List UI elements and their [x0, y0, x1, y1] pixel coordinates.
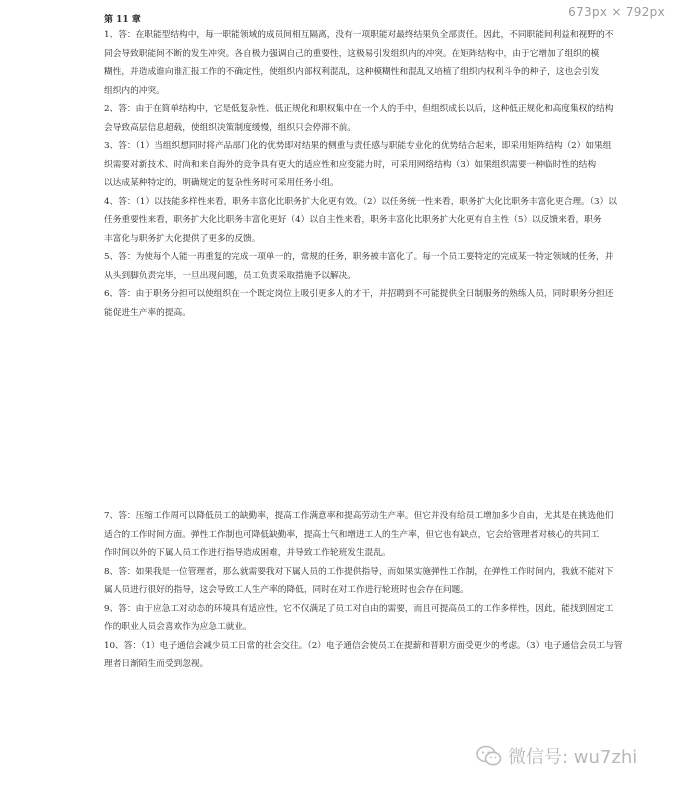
text-line: 适合的工作时间方面。弹性工作制也可降低缺勤率，提高士气和增进工人的生产率，但它也有缺点，它会给管理者对核心的共同工 [104, 529, 600, 540]
answers-block-2 [104, 510, 623, 677]
text-line: 能促进生产率的提高。 [104, 307, 191, 318]
text-line: 3、答：（1）当组织想同时将产品部门化的优势即对结果的侧重与责任感与职能专业化的优势结合起来，即采用矩阵结构（2）如果组 [104, 141, 612, 151]
text-line: 2、答：由于在简单结构中，它是低复杂性、低正规化和职权集中在一个人的手中，但组织成长以后，这种低正规化和高度集权的结构 [104, 104, 614, 114]
text-line: 织需要对新技术、时尚和来自海外的竞争具有更大的适应性和应变能力时，可采用网络结构（3）如果组织需要一种临时性的结构 [104, 159, 597, 170]
text-line: 理者日渐陌生而受到忽视。 [104, 659, 209, 669]
text-line: 丰富化与职务扩大化提供了更多的反馈。 [104, 233, 261, 244]
text-line: 从头到脚负责完毕，一旦出现问题，员工负责采取措施予以解决。 [104, 270, 356, 281]
text-line: 组织内的冲突。 [104, 85, 165, 96]
chapter-heading: 第 11 章 [104, 15, 141, 25]
wechat-watermark [476, 741, 637, 771]
text-line: 会导致高层信息超载，使组织决策制度缓慢，组织只会停滞不前。 [104, 122, 356, 133]
text-line: 以达成某种特定的，明确规定的复杂性务时可采用任务小组。 [104, 178, 339, 188]
text-line: 属人员进行很好的指导，这会导致工人生产率的降低，同时在对工作进行轮班时也会存在问题。 [104, 585, 469, 595]
wechat-icon [476, 745, 502, 767]
text-line: 4、答：（1）以技能多样性来看，职务丰富化比职务扩大化更有效。（2）以任务统一性来看，职务扩大化比职务丰富化更合理。（3）以 [104, 196, 617, 207]
text-line: 6、答：由于职务分担可以使组织在一个既定岗位上吸引更多人的才干，并招聘到不可能提供全日制服务的熟练人员，同时职务分担还 [104, 289, 614, 299]
watermark-text: 微信号: wu7zhi [508, 747, 638, 768]
text-line: 作时间以外的下属人员工作进行指导造成困难，并导致工作轮班发生混乱。 [104, 548, 391, 558]
text-line: 1、答：在职能型结构中，每一职能领域的成员间相互隔离，没有一项职能对最终结果负全部责任。因此，不同职能间利益和视野的不 [104, 30, 614, 40]
answers-block-1 [104, 29, 617, 325]
text-line: 7、答：压缩工作周可以降低员工的缺勤率，提高工作满意率和提高劳动生产率。但它并没有给员工增加多少自由，尤其是在挑选他们 [104, 511, 614, 521]
text-line: 同会导致职能间不断的发生冲突。各自极力强调自己的重要性，这极易引发组织内的冲突。在矩阵结构中，由于它增加了组织的模 [104, 48, 600, 59]
text-line: 5、答：为使每个人能一再重复的完成一项单一的，常规的任务，职务被丰富化了。每一个员工要特定的完成某一特定领域的任务，并 [104, 252, 614, 262]
image-dimensions-label: 673px × 792px [568, 5, 665, 19]
text-line: 9、答：由于应急工对动态的环境具有适应性，它不仅满足了员工对自由的需要，而且可提高员工的工作多样性，因此，能找到固定工 [104, 603, 614, 614]
text-line: 8、答：如果我是一位管理者，那么就需要我对下属人员的工作提供指导，而如果实施弹性工作制，在弹性工作时间内，我就不能对下 [104, 566, 614, 577]
text-line: 10、答：（1）电子通信会减少员工日常的社会交往。（2）电子通信会使员工在提薪和晋职方面受更少的考虑。（3）电子通信会员工与管 [104, 640, 623, 651]
text-line: 作的职业人员会喜欢作为应急工就业。 [104, 622, 252, 632]
text-line: 糊性，并造成谁向谁汇报工作的不确定性，使组织内部权利混乱，这种模糊性和混乱又培植了组织内权利斗争的种子，这也会引发 [104, 67, 600, 77]
text-line: 任务重要性来看，职务扩大化比职务丰富化更好（4）以自主性来看，职务丰富化比职务扩大化更有自主性（5）以反馈来看，职务 [104, 215, 602, 225]
